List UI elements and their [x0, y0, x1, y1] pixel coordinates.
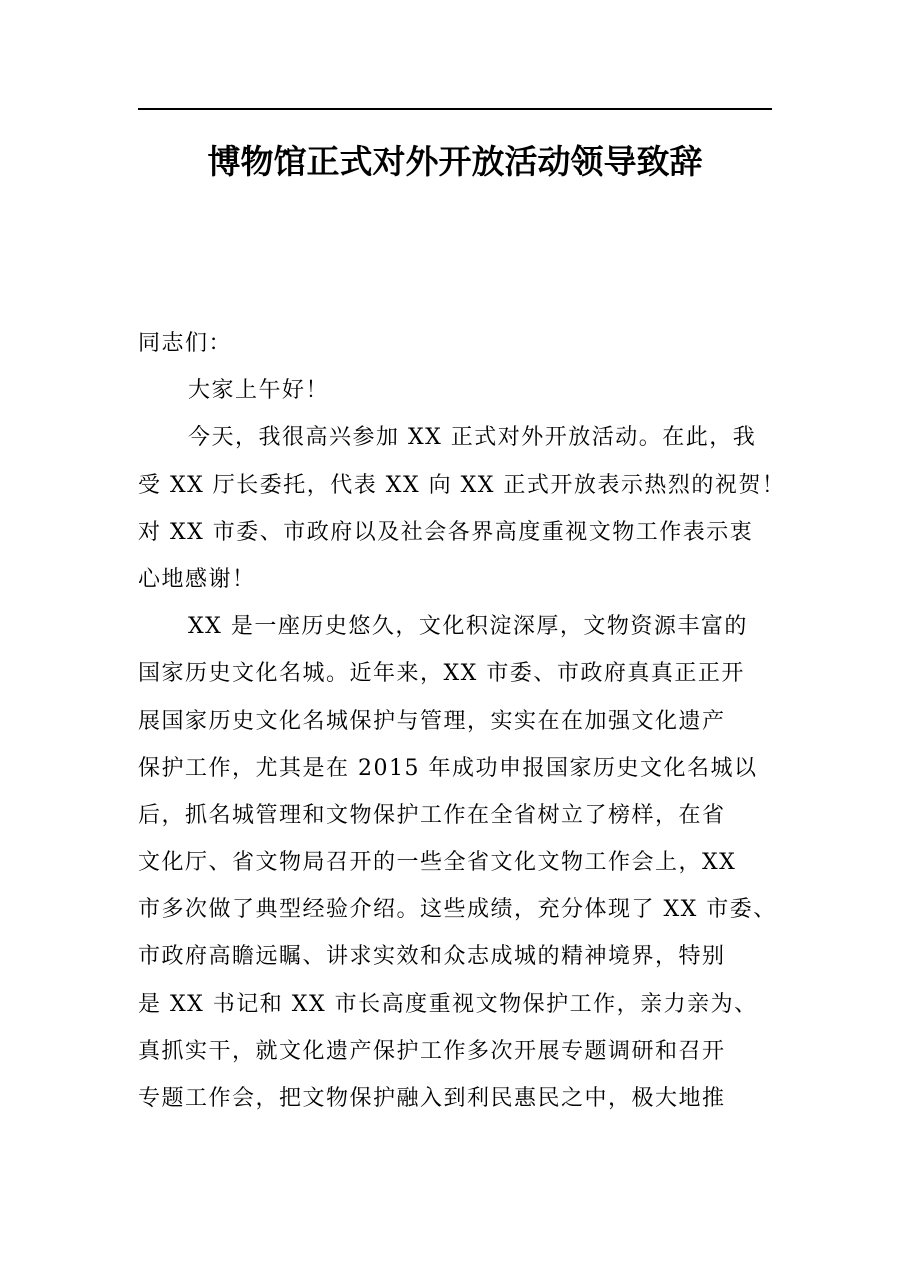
salutation-line: 同志们： — [138, 331, 233, 356]
paragraph-line: 市多次做了典型经验介绍。这些成绩，充分体现了 XX 市委、 — [138, 897, 777, 923]
greeting-line: 大家上午好！ — [188, 378, 330, 404]
paragraph-line: XX 是一座历史悠久，文化积淀深厚，文物资源丰富的 — [188, 614, 748, 640]
paragraph-line: 展国家历史文化名城保护与管理，实实在在加强文化遗产 — [138, 708, 726, 734]
paragraph-line: 是 XX 书记和 XX 市长高度重视文物保护工作，亲力亲为、 — [138, 991, 758, 1017]
paragraph-line: 专题工作会，把文物保护融入到利民惠民之中，极大地推 — [138, 1086, 726, 1111]
paragraph-line: 保护工作，尤其是在 2015 年成功申报国家历史文化名城以 — [138, 755, 758, 781]
paragraph-line: 心地感谢！ — [138, 566, 256, 592]
paragraph-line: 今天，我很高兴参加 XX 正式对外开放活动。在此，我 — [188, 425, 757, 451]
document-title: 博物馆正式对外开放活动领导致辞 — [207, 142, 703, 181]
paragraph-line: 对 XX 市委、市政府以及社会各界高度重视文物工作表示衷 — [138, 519, 754, 545]
paragraph-line: 国家历史文化名城。近年来，XX 市委、市政府真真正正开 — [138, 661, 745, 687]
paragraph-line: 后，抓名城管理和文物保护工作在全省树立了榜样，在省 — [138, 802, 726, 828]
header-rule — [138, 108, 772, 110]
paragraph-line: 真抓实干，就文化遗产保护工作多次开展专题调研和召开 — [138, 1038, 726, 1064]
paragraph-line: 受 XX 厅长委托，代表 XX 向 XX 正式开放表示热烈的祝贺！ — [138, 472, 786, 498]
document-body — [138, 320, 798, 1122]
paragraph-line: 文化厅、省文物局召开的一些全省文化文物工作会上，XX — [138, 850, 737, 876]
paragraph-line: 市政府高瞻远瞩、讲求实效和众志成城的精神境界，特别 — [138, 944, 726, 970]
